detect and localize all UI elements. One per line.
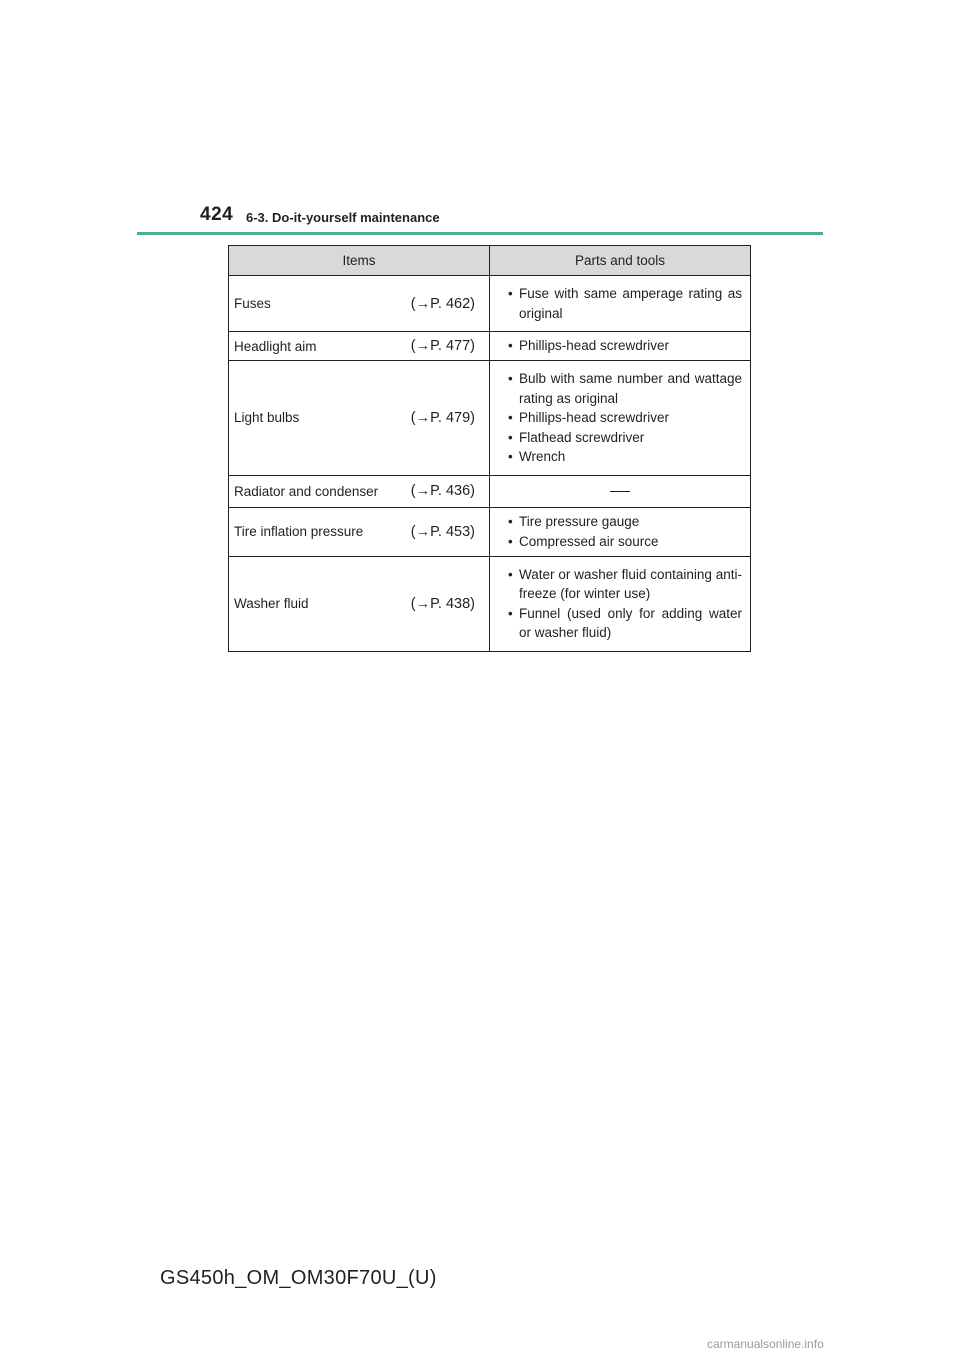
- tools-list: [490, 276, 750, 331]
- none-dash: [610, 491, 630, 492]
- tools-list: [490, 332, 750, 360]
- list-item: • Phillips-head screwdriver: [508, 408, 742, 428]
- tools-cell: [490, 361, 751, 476]
- item-name: Fuses: [234, 296, 271, 311]
- page-reference-link[interactable]: (→P. 462): [410, 295, 475, 312]
- item-cell: [229, 475, 490, 507]
- tools-cell: [490, 556, 751, 651]
- page-number: 424: [200, 204, 234, 225]
- item-name: Tire inflation pressure: [234, 524, 364, 539]
- table-row: [229, 507, 751, 556]
- item-name: Headlight aim: [234, 338, 317, 354]
- tools-list: [490, 361, 750, 475]
- tools-cell: [490, 276, 751, 332]
- table-row: [229, 332, 751, 361]
- item-name: Light bulbs: [234, 410, 300, 426]
- list-item: • Bulb with same number and wattage rating as original: [508, 369, 742, 408]
- list-item: • Fuse with same amperage rating as original: [508, 284, 742, 323]
- item-name: Radiator and condenser: [234, 483, 379, 499]
- table-row: [229, 361, 751, 476]
- tools-cell: [490, 475, 751, 507]
- table-row: [229, 475, 751, 507]
- page-reference-link[interactable]: (→P. 436): [410, 483, 475, 499]
- page-reference-link[interactable]: (→P. 453): [410, 523, 475, 540]
- table-row: [229, 556, 751, 651]
- tools-list: [490, 508, 750, 555]
- header-rule: [137, 232, 823, 235]
- list-item: • Tire pressure gauge: [508, 512, 742, 532]
- list-item: • Water or washer fluid containing anti-freeze (for winter use): [508, 565, 742, 604]
- item-cell: [229, 276, 490, 332]
- page-reference-link[interactable]: (→P. 477): [410, 338, 475, 354]
- page-reference-link[interactable]: (→P. 438): [410, 595, 475, 612]
- page-reference-link[interactable]: (→P. 479): [410, 409, 475, 426]
- column-header-items: Items: [229, 246, 490, 276]
- item-cell: [229, 556, 490, 651]
- item-cell: [229, 332, 490, 361]
- document-code: GS450h_OM_OM30F70U_(U): [160, 1267, 437, 1289]
- tools-list: [490, 557, 750, 651]
- tools-cell: [490, 332, 751, 361]
- list-item: • Phillips-head screwdriver: [508, 336, 742, 356]
- list-item: • Wrench: [508, 447, 742, 467]
- column-header-parts: Parts and tools: [490, 246, 751, 276]
- item-name: Washer fluid: [234, 596, 309, 611]
- table-row: [229, 276, 751, 332]
- maintenance-table: [228, 245, 751, 652]
- list-item: • Compressed air source: [508, 532, 742, 552]
- item-cell: [229, 361, 490, 476]
- watermark-link[interactable]: carmanualsonline.info: [707, 1337, 824, 1351]
- tools-cell: [490, 507, 751, 556]
- item-cell: [229, 507, 490, 556]
- list-item: • Funnel (used only for adding water or washer fluid): [508, 604, 742, 643]
- list-item: • Flathead screwdriver: [508, 428, 742, 448]
- table-header-row: [229, 246, 751, 276]
- section-title: 6-3. Do-it-yourself maintenance: [246, 210, 440, 225]
